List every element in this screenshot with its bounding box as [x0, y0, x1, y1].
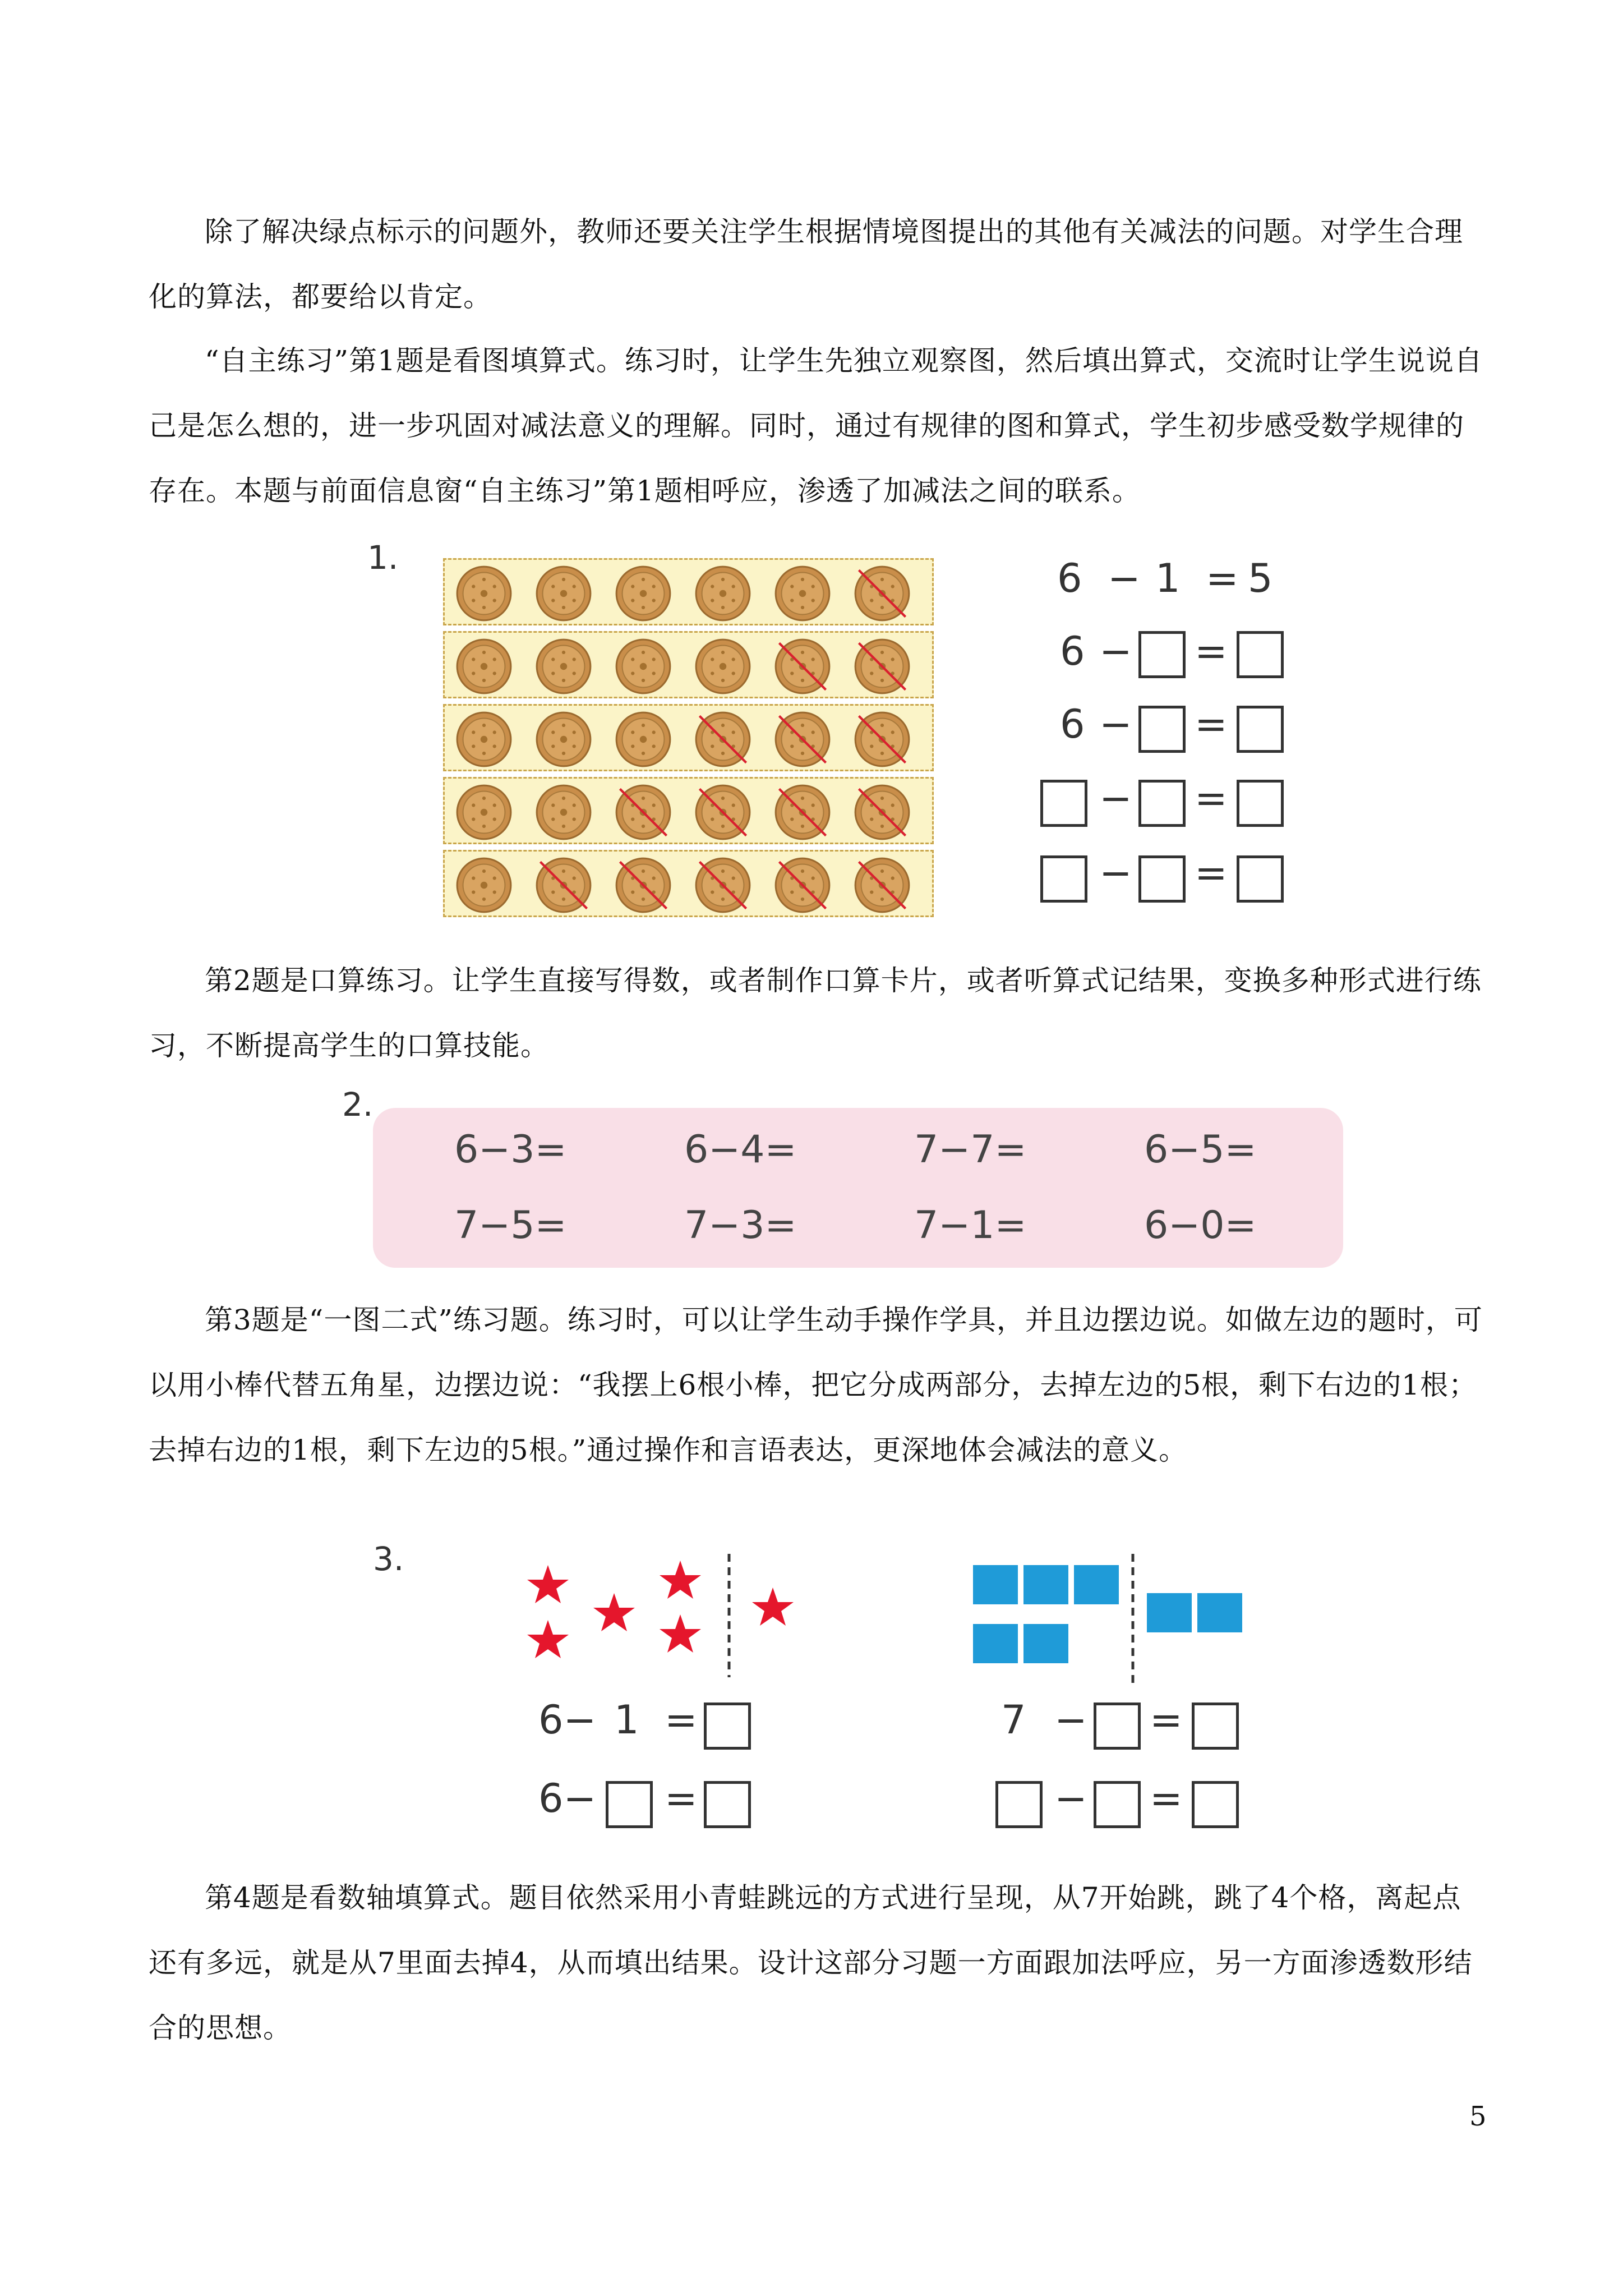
star-icon: [752, 1588, 794, 1626]
eq5-eq: =: [1195, 850, 1228, 896]
answer-box[interactable]: [1040, 855, 1087, 903]
page-number: 5: [1469, 2101, 1487, 2132]
paragraph-4: 第3题是“一图二式”练习题。练习时，可以让学生动手操作学具，并且边摆边说。如做左边的题时，可以用小棒代替五角星，边摆边说：“我摆上6根小棒，把它分成两部分，去掉左边的5根，剩下右边的1根；去掉右边的1根，剩下左边的5根。”通过操作和言语表达，更深地体会减法的意义。: [149, 1304, 1483, 1466]
star-icon: [593, 1593, 635, 1631]
eq1-c: 5: [1248, 555, 1273, 601]
paragraph-5: 第4题是看数轴填算式。题目依然采用小青蛙跳远的方式进行呈现，从7开始跳，跳了4个格，离起点还有多远，就是从7里面去掉4，从而填出结果。设计这部分习题一方面跟加法呼应，另一方面渗透数形结合的思想。: [149, 1881, 1473, 2044]
blue-square-icon: [1074, 1565, 1119, 1604]
cookie-icon: [455, 710, 513, 769]
cookie-icon: [773, 637, 832, 696]
answer-box[interactable]: [704, 1703, 751, 1750]
cookie-row: [443, 631, 934, 698]
p3-right-eq1-eq: =: [1150, 1697, 1183, 1743]
cookie-icon: [853, 637, 911, 696]
cookie-row: [443, 558, 934, 625]
cookie-icon: [614, 856, 672, 914]
cookie-icon: [455, 637, 513, 696]
eq1-a: 6: [1057, 555, 1082, 601]
p3-left-eq1-eq: =: [665, 1697, 698, 1743]
cookie-icon: [773, 783, 832, 841]
eq3-op: −: [1099, 701, 1132, 747]
expr: 7−7=: [914, 1128, 1027, 1172]
problem-3-number: 3.: [373, 1540, 404, 1578]
blue-square-icon: [1197, 1593, 1242, 1632]
p3-right-eq2-eq: =: [1150, 1775, 1183, 1821]
eq2-eq: =: [1195, 628, 1228, 674]
answer-box[interactable]: [1138, 855, 1186, 903]
answer-box[interactable]: [1138, 706, 1186, 753]
blue-square-icon: [973, 1565, 1018, 1604]
mental-math-card: [373, 1108, 1343, 1268]
eq1-op: −: [1108, 555, 1141, 601]
expr: 7−1=: [914, 1203, 1027, 1248]
blue-square-icon: [1023, 1624, 1068, 1663]
star-icon: [527, 1620, 569, 1658]
eq3-eq: =: [1195, 701, 1228, 747]
cookie-icon: [773, 710, 832, 769]
eq5-op: −: [1099, 850, 1132, 896]
expr: 7−5=: [454, 1203, 567, 1248]
answer-box[interactable]: [1040, 780, 1087, 827]
expr: 6−3=: [454, 1128, 567, 1172]
answer-box[interactable]: [1138, 780, 1186, 827]
cookie-icon: [534, 856, 593, 914]
p3-left-eq2-eq: =: [665, 1775, 698, 1821]
p3-left-eq2-a: 6−: [538, 1775, 597, 1821]
cookie-icon: [614, 637, 672, 696]
stars-figure: [505, 1548, 819, 1683]
problem-2-number: 2.: [342, 1085, 374, 1124]
cookie-row: [443, 777, 934, 844]
answer-box[interactable]: [1192, 1781, 1239, 1828]
p3-left-eq1-b: 1: [614, 1697, 639, 1743]
paragraph-1: 除了解决绿点标示的问题外，教师还要关注学生根据情境图提出的其他有关减法的问题。对学生合理化的算法，都要给以肯定。: [149, 215, 1463, 313]
answer-box[interactable]: [1237, 780, 1284, 827]
cookie-icon: [455, 564, 513, 623]
cookie-icon: [853, 783, 911, 841]
cookie-icon: [534, 710, 593, 769]
cookie-icon: [455, 856, 513, 914]
p3-right-eq2-op: −: [1054, 1775, 1087, 1821]
cookie-icon: [773, 856, 832, 914]
cookie-icon: [694, 564, 752, 623]
answer-box[interactable]: [606, 1781, 653, 1828]
cookie-icon: [534, 637, 593, 696]
answer-box[interactable]: [1138, 631, 1186, 678]
star-icon: [660, 1614, 701, 1653]
eq1-eq: =: [1206, 555, 1239, 601]
problem-1-number: 1.: [367, 539, 399, 577]
cookie-icon: [773, 564, 832, 623]
expr: 6−4=: [684, 1128, 797, 1172]
cookie-icon: [694, 710, 752, 769]
p3-left-eq1-a: 6−: [538, 1697, 597, 1743]
answer-box[interactable]: [704, 1781, 751, 1828]
p3-right-eq1-op: −: [1054, 1697, 1087, 1743]
cookie-icon: [853, 856, 911, 914]
answer-box[interactable]: [1094, 1703, 1141, 1750]
paragraph-3: 第2题是口算练习。让学生直接写得数，或者制作口算卡片，或者听算式记结果，变换多种形式进行练习，不断提高学生的口算技能。: [149, 964, 1482, 1062]
eq4-op: −: [1099, 775, 1132, 821]
eq3-a: 6: [1060, 701, 1085, 747]
cookie-icon: [853, 564, 911, 623]
star-icon: [660, 1561, 701, 1599]
cookie-grid: [443, 558, 934, 917]
expr: 6−5=: [1144, 1128, 1257, 1172]
eq1-b: 1: [1155, 555, 1181, 601]
cookie-icon: [694, 637, 752, 696]
answer-box[interactable]: [1237, 855, 1284, 903]
p3-right-eq1-a: 7: [1001, 1697, 1026, 1743]
blue-square-icon: [1023, 1565, 1068, 1604]
eq2-a: 6: [1060, 628, 1085, 674]
expr: 6−0=: [1144, 1203, 1257, 1248]
cookie-row: [443, 704, 934, 771]
divider-line: [1127, 1554, 1138, 1688]
answer-box[interactable]: [1237, 631, 1284, 678]
answer-box[interactable]: [995, 1781, 1043, 1828]
answer-box[interactable]: [1237, 706, 1284, 753]
answer-box[interactable]: [1094, 1781, 1141, 1828]
cookie-icon: [614, 564, 672, 623]
cookie-icon: [455, 783, 513, 841]
cookie-icon: [694, 856, 752, 914]
blue-square-icon: [1147, 1593, 1192, 1632]
paragraph-2: “自主练习”第1题是看图填算式。练习时，让学生先独立观察图，然后填出算式，交流时让学生说说自己是怎么想的，进一步巩固对减法意义的理解。同时，通过有规律的图和算式，学生初步感受数学规律的存在。本题与前面信息窗“自主练习”第1题相呼应，渗透了加减法之间的联系。: [149, 344, 1483, 507]
expr: 7−3=: [684, 1203, 797, 1248]
cookie-row: [443, 850, 934, 917]
cookie-icon: [534, 564, 593, 623]
eq4-eq: =: [1195, 775, 1228, 821]
cookie-icon: [614, 710, 672, 769]
cookie-icon: [694, 783, 752, 841]
cookie-icon: [534, 783, 593, 841]
answer-box[interactable]: [1192, 1703, 1239, 1750]
eq2-op: −: [1099, 628, 1132, 674]
cookie-icon: [853, 710, 911, 769]
star-icon: [527, 1565, 569, 1603]
blue-square-icon: [973, 1624, 1018, 1663]
cookie-icon: [614, 783, 672, 841]
